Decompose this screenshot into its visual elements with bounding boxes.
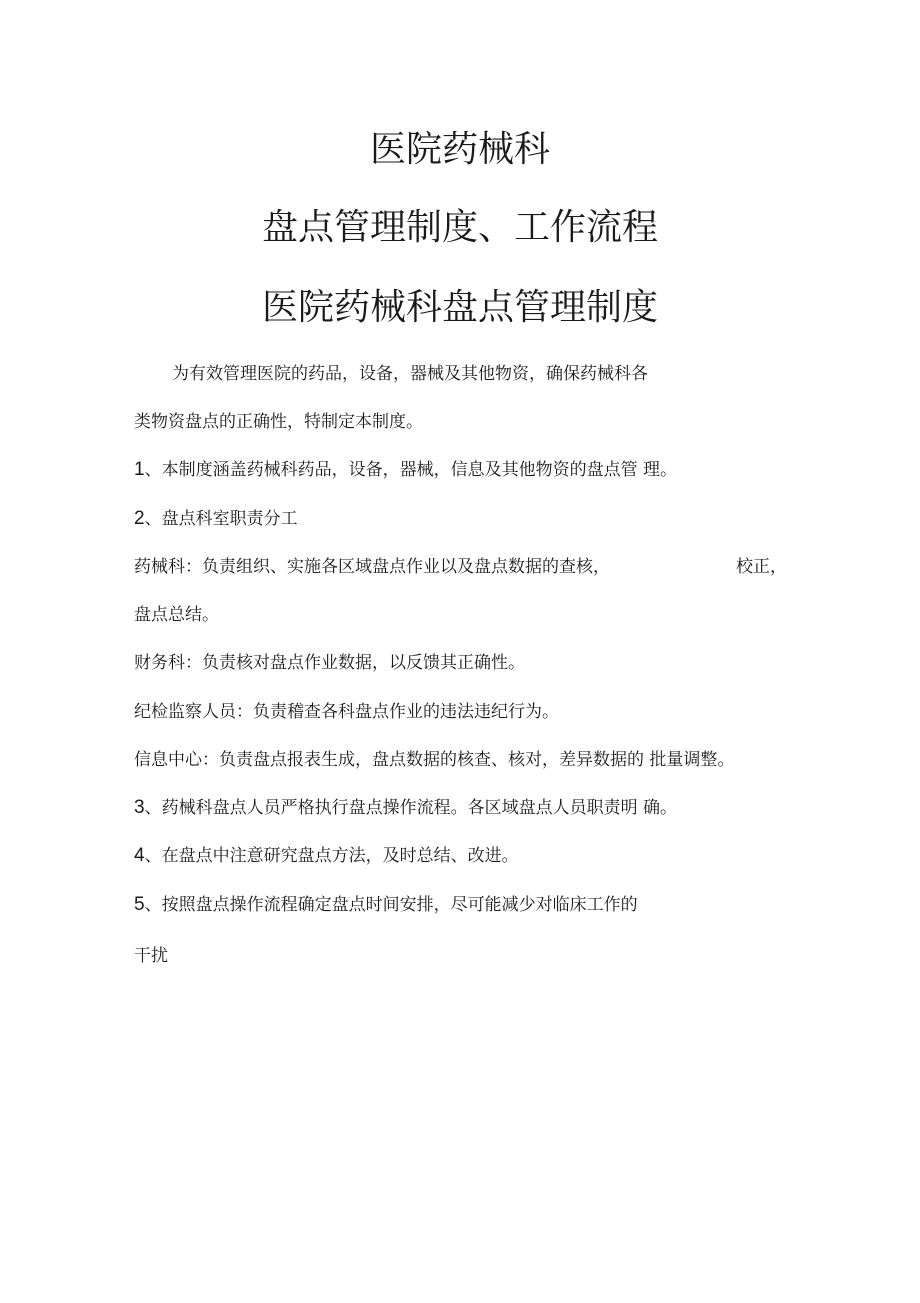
item-2-text: 、盘点科室职责分工 <box>144 509 298 529</box>
duty-pharmacy-line1-end: 校正， <box>736 557 787 577</box>
title-department: 医院药械科 <box>369 129 550 170</box>
title-inventory-system: 医院药械科盘点管理制度 <box>261 287 658 328</box>
item-5-text: 、按照盘点操作流程确定盘点时间安排，尽可能减少对临床工作的 <box>144 895 638 915</box>
intro-paragraph-line2: 类物资盘点的正确性，特制定本制度。 <box>134 412 423 432</box>
duty-pharmacy-line2: 盘点总结。 <box>134 605 219 625</box>
item-1-text: 、本制度涵盖药械科药品，设备，器械，信息及其他物资的盘点管 理。 <box>144 460 677 480</box>
duty-pharmacy-line1: 药械科：负责组织、实施各区域盘点作业以及盘点数据的查核， <box>134 557 610 577</box>
item-2 <box>134 507 298 531</box>
item-4-text: 、在盘点中注意研究盘点方法，及时总结、改进。 <box>144 846 519 866</box>
item-3 <box>134 796 677 820</box>
item-4-number: 4 <box>134 845 145 866</box>
item-4 <box>134 844 519 868</box>
duty-discipline: 纪检监察人员：负责稽查各科盘点作业的违法违纪行为。 <box>134 702 559 722</box>
item-2-number: 2 <box>134 508 145 529</box>
item-3-number: 3 <box>134 797 145 818</box>
title-system-workflow: 盘点管理制度、工作流程 <box>261 207 658 248</box>
item-3-text: 、药械科盘点人员严格执行盘点操作流程。各区域盘点人员职责明 确。 <box>144 798 677 818</box>
duty-info-center: 信息中心：负责盘点报表生成，盘点数据的核查、核对，差异数据的 批量调整。 <box>134 750 735 770</box>
item-1-number: 1 <box>134 459 145 480</box>
item-5-number: 5 <box>134 894 145 915</box>
intro-paragraph-line1: 为有效管理医院的药品，设备，器械及其他物资，确保药械科各 <box>172 364 648 384</box>
item-5 <box>134 893 638 917</box>
duty-finance: 财务科：负责核对盘点作业数据，以反馈其正确性。 <box>134 653 525 673</box>
item-1 <box>134 458 677 482</box>
item-5-continuation: 干扰 <box>134 946 168 966</box>
